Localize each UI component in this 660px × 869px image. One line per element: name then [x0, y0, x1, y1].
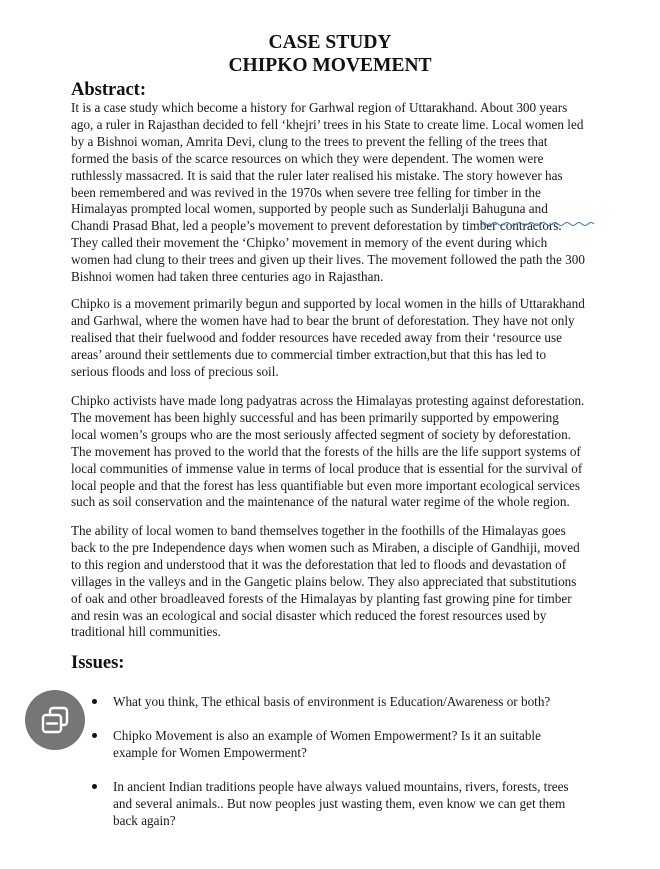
text-line: ago, a ruler in Rajasthan decided to fell ‘khejri’ trees in his State to create lime. Local women led [71, 116, 584, 132]
text-line: local people and that the forest has less quantifiable but even more important ecological services [71, 477, 581, 493]
issue-item [113, 778, 613, 829]
text-line: example for Women Empowerment? [113, 745, 307, 760]
text-line: What you think, The ethical basis of environment is Education/Awareness or both? [113, 694, 551, 709]
text-line: Chandi Prasad Bhat, led a people’s movement to prevent deforestation by timber contractors. [71, 218, 562, 234]
text-line: and several animals.. But now peoples just wasting them, even know we can get them [113, 796, 566, 811]
text-line: areas’ around their settlements due to commercial timber extraction,but that this has led to [71, 346, 547, 362]
text-line: women had clung to their trees and given up their lives. The movement followed the path the 300 [71, 252, 585, 268]
text-line: formed the basis of the scarce resources on which they were dependent. The women were [71, 150, 544, 166]
text-line: serious floods and loss of precious soil. [71, 363, 279, 379]
text-line: by a Bishnoi woman, Amrita Devi, clung to the trees to prevent the felling of the trees that [71, 133, 548, 149]
text-line: such as soil conservation and the maintenance of the natural water regime of the whole region. [71, 494, 570, 510]
text-line: to this region and understood that it was the deforestation that led to floods and devastation of [71, 556, 567, 572]
issues-heading: Issues: [71, 653, 125, 673]
text-line: been remembered and was revived in the 1970s when severe tree felling for timber in the [71, 184, 541, 200]
text-line: realised that their fuelwood and fodder resources have receded away from their ‘resource use [71, 329, 563, 345]
text-line: Chipko is a movement primarily begun and supported by local women in the hills of Uttarakhand [71, 296, 585, 311]
text-line: Chipko Movement is also an example of Women Empowerment? Is it an suitable [113, 728, 541, 743]
abstract-paragraph-4 [71, 523, 626, 641]
abstract-paragraph-2 [71, 296, 626, 381]
text-line: and Garhwal, where the women have had to bear the brunt of deforestation. They have not only [71, 312, 575, 328]
text-line: villages in the valleys and in the Gangetic plains below. They also appreciated that substitutions [71, 573, 577, 589]
issue-item [113, 727, 613, 761]
floating-copy-button[interactable] [25, 690, 85, 750]
spellcheck-underline [480, 221, 595, 227]
page-title: CASE STUDY [268, 32, 392, 53]
text-line: Himalayas prompted local women, supported by people such as Sunderlalji Bahuguna and [71, 201, 548, 217]
text-line: ruthlessly massacred. It is said that the ruler later realised his mistake. The story however has [71, 167, 563, 183]
text-line: In ancient Indian traditions people have always valued mountains, rivers, forests, trees [113, 779, 569, 794]
text-line: It is a case study which become a history for Garhwal region of Uttarakhand. About 300 years [71, 100, 568, 115]
copy-icon [39, 704, 71, 736]
text-line: Chipko activists have made long padyatras across the Himalayas protesting against deforestation. [71, 393, 585, 408]
issue-item [113, 693, 613, 710]
text-line: back to the pre Independence days when women such as Miraben, a disciple of Gandhiji, moved [71, 539, 580, 555]
text-line: local women’s groups who are the most seriously affected segment of society by deforestation. [71, 426, 572, 442]
abstract-paragraph-3 [71, 393, 626, 511]
text-line: local communities of immense value in terms of local produce that is essential for the survival of [71, 460, 583, 476]
abstract-heading: Abstract: [71, 80, 147, 100]
text-line: They called their movement the ‘Chipko’ movement in memory of the event during which [71, 235, 548, 251]
text-line: Bishnoi women had taken three centuries ago in Rajasthan. [71, 269, 384, 285]
page-subtitle: CHIPKO MOVEMENT [228, 55, 432, 76]
abstract-paragraph-1 [71, 100, 626, 286]
text-line: of oak and other broadleaved forests of the Himalayas by planting fast growing pine for timber [71, 590, 572, 606]
text-line: The movement has been highly successful and has been primarily supported by empowering [71, 409, 559, 425]
text-line: back again? [113, 813, 176, 828]
text-line: The movement has proved to the world that the forests of the hills are the life support systems of [71, 443, 581, 459]
text-line: and resin was an ecological and social disaster which reduced the forest resources used by [71, 607, 547, 623]
text-line: traditional hill communities. [71, 624, 221, 640]
text-line: The ability of local women to band themselves together in the foothills of the Himalayas goes [71, 523, 566, 538]
